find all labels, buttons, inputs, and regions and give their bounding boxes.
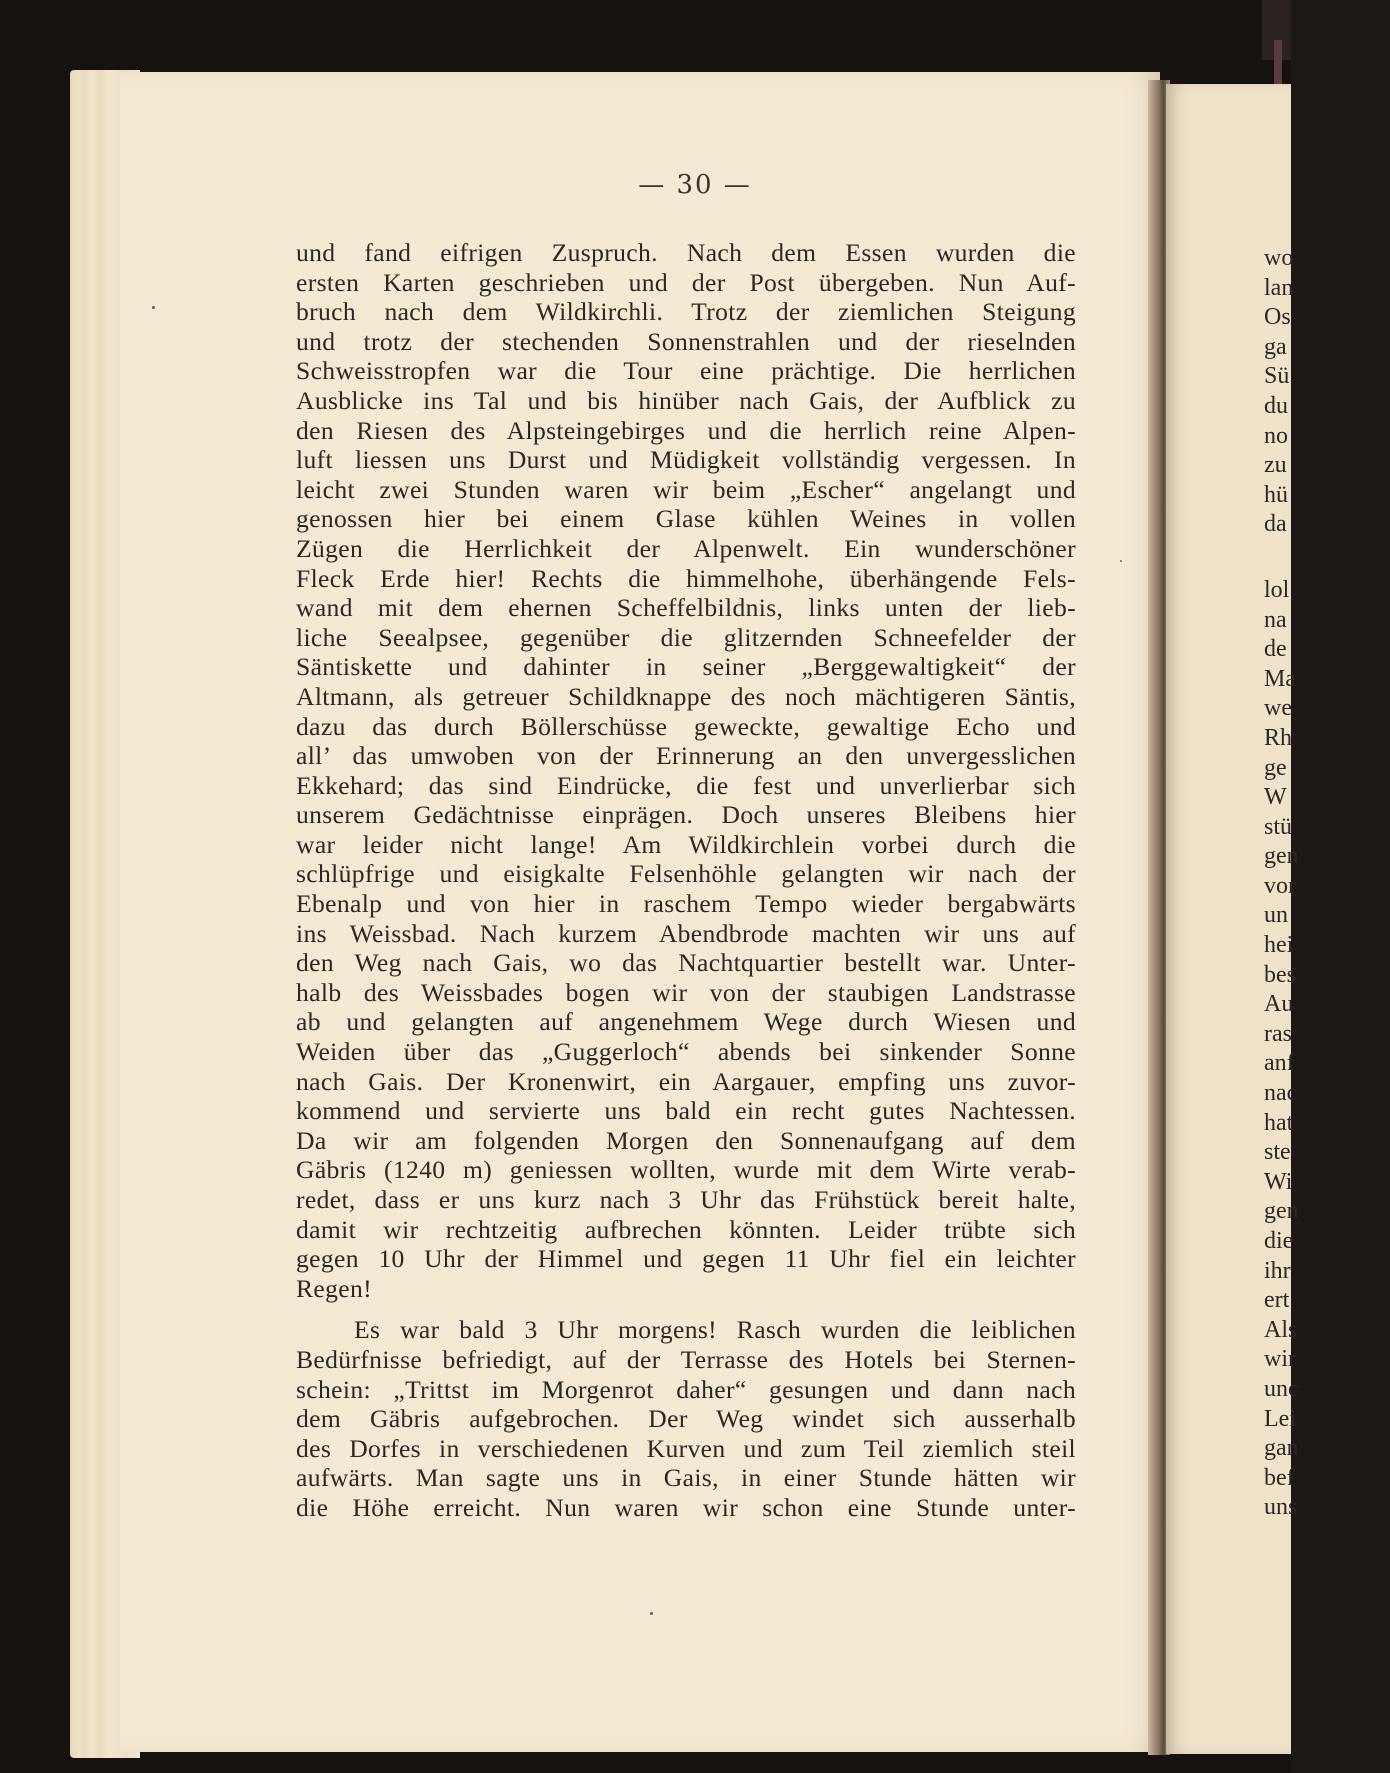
- text-line: dem Gäbris aufgebrochen. Der Weg windet sich ausserhalb: [296, 1404, 1076, 1434]
- fragment-line: vor: [1264, 872, 1296, 899]
- fragment-line: stü: [1264, 813, 1293, 840]
- fragment-line: bef: [1264, 1464, 1295, 1491]
- fragment-line: die: [1264, 1228, 1294, 1254]
- text-line: Schweisstropfen war die Tour eine prächtige. Die herrlichen: [296, 356, 1076, 386]
- text-line: Fleck Erde hier! Rechts die himmelhohe, überhängende Fels-: [296, 563, 1076, 593]
- text-line: Altmann, als getreuer Schildknappe des noch mächtigeren Säntis,: [296, 681, 1076, 711]
- text-line: leicht zwei Stunden waren wir beim „Escher“ angelangt und: [296, 474, 1076, 504]
- fragment-line: unc: [1264, 1375, 1299, 1402]
- fragment-line: Sü: [1264, 363, 1290, 390]
- text-line: gegen 10 Uhr der Himmel und gegen 11 Uhr fiel ein leichter: [296, 1244, 1076, 1274]
- fragment-line: ihr: [1264, 1257, 1291, 1284]
- text-line: ab und gelangten auf angenehmem Wege durch Wiesen und: [296, 1007, 1076, 1037]
- fragment-line: ert: [1264, 1287, 1290, 1314]
- fragment-line: lol: [1264, 576, 1290, 603]
- text-line: Da wir am folgenden Morgen den Sonnenaufgang auf dem: [296, 1125, 1076, 1155]
- text-line: redet, dass er uns kurz nach 3 Uhr das Frühstück bereit halte,: [296, 1185, 1076, 1214]
- fragment-line: hat: [1264, 1109, 1294, 1136]
- fragment-line: Au: [1264, 991, 1294, 1018]
- fragment-line: gen: [1264, 843, 1299, 870]
- text-line: wand mit dem ehernen Scheffelbildnis, links unten der lieb-: [296, 593, 1076, 623]
- text-line: Weiden über das „Guggerloch“ abends bei sinkender Sonne: [296, 1037, 1076, 1067]
- fragment-line: we: [1264, 695, 1292, 722]
- text-line: ins Weissbad. Nach kurzem Abendbrode machten wir uns auf: [296, 918, 1076, 948]
- text-line: Ausblicke ins Tal und bis hinüber nach Gais, der Aufblick zu: [296, 385, 1076, 415]
- fragment-line: ga: [1264, 333, 1287, 360]
- fragment-line: bes: [1264, 961, 1296, 988]
- page-number: — 30 —: [638, 170, 752, 200]
- text-line: den Riesen des Alpsteingebirges und die herrlich reine Alpen-: [296, 415, 1076, 445]
- text-line: schein: „Trittst im Morgenrot daher“ gesungen und dann nach: [296, 1374, 1076, 1404]
- fragment-line: un: [1264, 902, 1288, 929]
- fragment-line: da: [1264, 511, 1287, 538]
- fragment-line: Wi: [1264, 1168, 1293, 1195]
- fragment-line: lan: [1264, 274, 1294, 301]
- fragment-line: gan: [1264, 1435, 1299, 1462]
- text-line: unserem Gedächtnisse einprägen. Doch unseres Bleibens hier: [296, 800, 1076, 830]
- text-line: die Höhe erreicht. Nun waren wir schon eine Stunde unter-: [296, 1492, 1076, 1522]
- text-line: damit wir rechtzeitig aufbrechen könnten. Leider trübte sich: [296, 1214, 1076, 1244]
- text-line: bruch nach dem Wildkirchli. Trotz der ziemlichen Steigung: [296, 297, 1076, 327]
- text-line: Ekkehard; das sind Eindrücke, die fest und unverlierbar sich: [296, 770, 1076, 800]
- text-line: und trotz der stechenden Sonnenstrahlen und der rieselnden: [296, 326, 1076, 356]
- text-line: Es war bald 3 Uhr morgens! Rasch wurden die leiblichen: [354, 1315, 1076, 1345]
- fragment-line: no: [1264, 422, 1288, 449]
- fragment-line: gen: [1264, 1198, 1299, 1225]
- paper-speck: [1120, 560, 1122, 562]
- fragment-line: Rh: [1264, 724, 1293, 751]
- fragment-line: nac: [1264, 1080, 1298, 1107]
- fragment-line: wo: [1264, 245, 1294, 271]
- fragment-line: W: [1264, 784, 1287, 811]
- fragment-line: zu: [1264, 452, 1287, 479]
- fragment-line: du: [1264, 392, 1288, 419]
- fragment-line: Ma: [1264, 665, 1296, 692]
- fragment-gap: [1264, 540, 1291, 576]
- fragment-line: ge: [1264, 754, 1287, 781]
- fragment-line: uns: [1264, 1494, 1298, 1521]
- text-line: Zügen die Herrlichkeit der Alpenwelt. Ein wunderschöner: [296, 533, 1076, 563]
- facing-page-text-fragments: [1264, 244, 1299, 1523]
- fragment-line: Als: [1264, 1316, 1298, 1343]
- text-line: war leider nicht lange! Am Wildkirchlein vorbei durch die: [296, 829, 1076, 859]
- fragment-line: hü: [1264, 481, 1288, 508]
- fragment-line: anf: [1264, 1050, 1295, 1077]
- paper-speck: [650, 1612, 653, 1615]
- text-line: Bedürfnisse befriedigt, auf der Terrasse des Hotels bei Sternen-: [296, 1344, 1076, 1374]
- text-line: Gäbris (1240 m) geniessen wollten, wurde mit dem Wirte verab-: [296, 1155, 1076, 1185]
- fragment-line: ste: [1264, 1139, 1291, 1166]
- text-line: schlüpfrige und eisigkalte Felsenhöhle gelangten wir nach der: [296, 859, 1076, 889]
- fragment-line: Os: [1264, 304, 1291, 331]
- text-line: kommend und servierte uns bald ein recht gutes Nachtessen.: [296, 1096, 1076, 1126]
- text-line: all’ das umwoben von der Erinnerung an den unvergesslichen: [296, 741, 1076, 771]
- text-line: aufwärts. Man sagte uns in Gais, in einer Stunde hätten wir: [296, 1463, 1076, 1493]
- text-line: Ebenalp und von hier in raschem Tempo wieder bergabwärts: [296, 889, 1076, 919]
- fragment-line: Lei: [1264, 1405, 1296, 1432]
- text-line: den Weg nach Gais, wo das Nachtquartier bestellt war. Unter-: [296, 948, 1076, 978]
- text-line: Säntiskette und dahinter in seiner „Berggewaltigkeit“ der: [296, 652, 1076, 682]
- paper-speck: [152, 306, 155, 309]
- fragment-line: na: [1264, 606, 1287, 633]
- text-line: Regen!: [296, 1273, 373, 1303]
- text-line: genossen hier bei einem Glase kühlen Weines in vollen: [296, 504, 1076, 534]
- fragment-line: wir: [1264, 1346, 1296, 1373]
- fragment-line: de: [1264, 636, 1287, 663]
- text-line: nach Gais. Der Kronenwirt, ein Aargauer, empfing uns zuvor-: [296, 1066, 1076, 1096]
- text-line: luft liessen uns Durst und Müdigkeit vollständig vergessen. In: [296, 445, 1076, 475]
- text-line: dazu das durch Böllerschüsse geweckte, gewaltige Echo und: [296, 711, 1076, 741]
- text-line: halb des Weissbades bogen wir von der staubigen Landstrasse: [296, 977, 1076, 1007]
- paragraph-gap: [296, 1303, 1076, 1315]
- page-body-text: [296, 238, 1076, 1523]
- text-line: und fand eifrigen Zuspruch. Nach dem Essen wurden die: [296, 238, 1076, 267]
- fragment-line: ras: [1264, 1020, 1292, 1047]
- fragment-line: hei: [1264, 932, 1294, 959]
- text-line: des Dorfes in verschiedenen Kurven und zum Teil ziemlich steil: [296, 1433, 1076, 1463]
- text-line: ersten Karten geschrieben und der Post übergeben. Nun Auf-: [296, 267, 1076, 297]
- text-line: liche Seealpsee, gegenüber die glitzernden Schneefelder der: [296, 622, 1076, 652]
